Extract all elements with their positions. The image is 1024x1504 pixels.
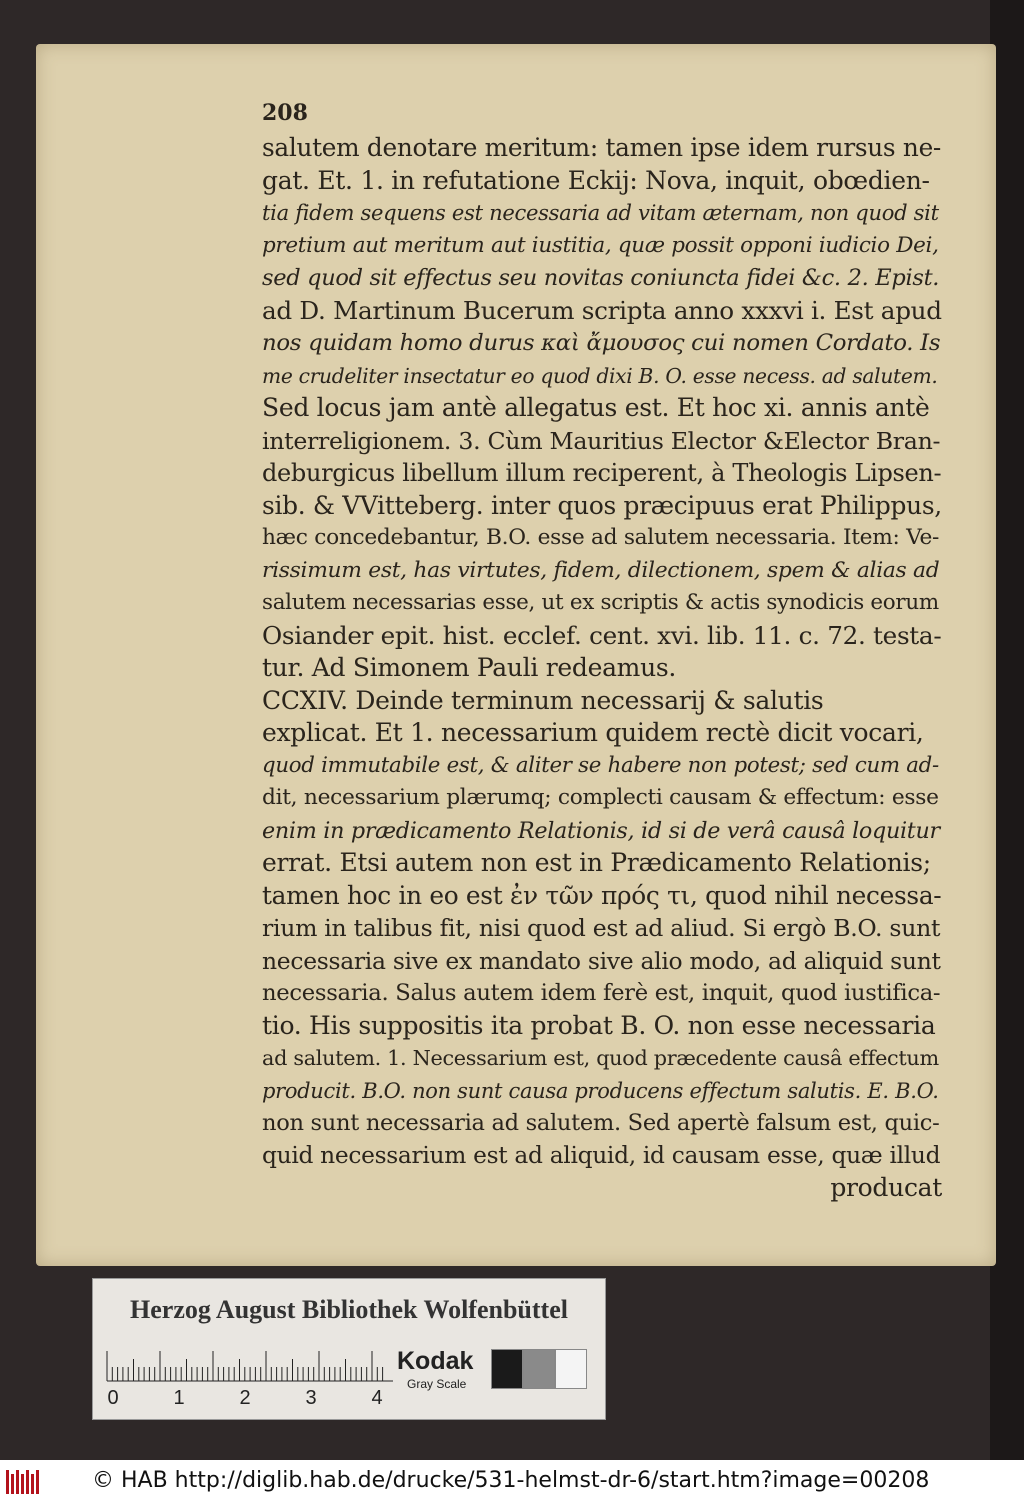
hab-logo-icon <box>4 1468 44 1496</box>
ruler-number: 4 <box>371 1387 383 1409</box>
text-line: rissimum est, has virtutes, fidem, dilectionem, spem & alias ad <box>262 557 940 583</box>
text-line: salutem necessarias esse, ut ex scriptis & actis synodicis eorum <box>262 590 939 615</box>
text-line: nos quidam homo durus καὶ ἄμουσος cui nomen Cordato. Is <box>262 330 941 356</box>
text-line: pretium aut meritum aut iustitia, quæ possit opponi iudicio Dei, <box>262 232 939 258</box>
copyright-text: © HAB http://diglib.hab.de/drucke/531-helmst-dr-6/start.htm?image=00208 <box>92 1468 930 1493</box>
footer-bar <box>0 1460 1024 1504</box>
text-line: non sunt necessaria ad salutem. Sed apertè falsum est, quic- <box>262 1110 940 1136</box>
text-line: hæc concedebantur, B.O. esse ad salutem necessaria. Item: Ve- <box>262 525 940 550</box>
text-line: Osiander epit. hist. ecclef. cent. xvi. lib. 11. c. 72. testa- <box>262 620 942 650</box>
text-line: quid necessarium est ad aliquid, id causam esse, quæ illud <box>262 1141 941 1169</box>
text-line: quod immutabile est, & aliter se habere non potest; sed cum ad- <box>262 752 939 778</box>
text-line: tur. Ad Simonem Pauli redeamus. <box>262 653 677 682</box>
measurement-ruler <box>105 1349 395 1383</box>
text-line: ad salutem. 1. Necessarium est, quod præcedente causâ effectum <box>262 1046 939 1070</box>
gray-patch-mid <box>523 1349 555 1389</box>
gray-patch-white <box>555 1349 587 1389</box>
page-number: 208 <box>262 100 308 126</box>
color-ruler-card <box>92 1278 606 1420</box>
ruler-number: 2 <box>239 1387 251 1409</box>
text-line: necessaria. Salus autem idem ferè est, inquit, quod iustifica- <box>262 980 941 1006</box>
text-line: rium in talibus fit, nisi quod est ad aliud. Si ergò B.O. sunt <box>262 914 941 942</box>
text-line: tio. His suppositis ita probat B. O. non esse necessaria <box>262 1010 936 1040</box>
text-line: necessaria sive ex mandato sive alio modo, ad aliquid sunt <box>262 946 941 975</box>
text-line: enim in prædicamento Relationis, id si de verâ causâ loquitur <box>262 817 940 844</box>
text-line: CCXIV. Deinde terminum necessarij & salutis <box>262 685 824 715</box>
gray-patch-black <box>491 1349 523 1389</box>
text-line: producit. B.O. non sunt causa producens effectum salutis. E. B.O. <box>262 1078 939 1103</box>
library-name: Herzog August Bibliothek Wolfenbüttel <box>130 1295 568 1324</box>
text-line: tia fidem sequens est necessaria ad vitam æternam, non quod sit <box>262 200 939 225</box>
text-line: sed quod sit effectus seu novitas coniuncta fidei &c. 2. Epist. <box>262 265 940 291</box>
text-line: Sed locus jam antè allegatus est. Et hoc xi. annis antè <box>262 393 930 422</box>
text-line: dit, necessarium plærumq; complecti causam & effectum: esse <box>262 785 939 810</box>
gray-scale-patches <box>491 1349 587 1387</box>
text-line: ad D. Martinum Bucerum scripta anno xxxvi i. Est apud <box>262 295 942 325</box>
text-line: explicat. Et 1. necessarium quidem rectè dicit vocari, <box>262 718 924 747</box>
text-line: deburgicus libellum illum reciperent, à Theologis Lipsen- <box>262 459 942 487</box>
text-line: salutem denotare meritum: tamen ipse idem rursus ne- <box>262 133 941 162</box>
text-line: me crudeliter insectatur eo quod dixi B. O. esse necess. ad salutem. <box>262 363 938 388</box>
ruler-number: 3 <box>305 1387 317 1409</box>
text-line: tamen hoc in eo est ἐν τῶν πρός τι, quod nihil necessa- <box>262 880 942 910</box>
ruler-number: 1 <box>173 1387 185 1409</box>
text-line: interreligionem. 3. Cùm Mauritius Elector &Elector Bran- <box>262 426 941 455</box>
ruler-numbers <box>105 1387 395 1413</box>
page-text <box>262 132 942 1205</box>
text-line: gat. Et. 1. in refutatione Eckij: Nova, inquit, obœdien- <box>262 165 930 195</box>
text-line: sib. & VVitteberg. inter quos præcipuus erat Philippus, <box>262 490 942 520</box>
kodak-logo: Kodak <box>397 1347 474 1375</box>
gray-scale-label: Gray Scale <box>407 1377 467 1391</box>
text-line: errat. Etsi autem non est in Prædicamento Relationis; <box>262 848 931 877</box>
ruler-number: 0 <box>107 1387 119 1409</box>
catchword: producat <box>830 1173 942 1202</box>
